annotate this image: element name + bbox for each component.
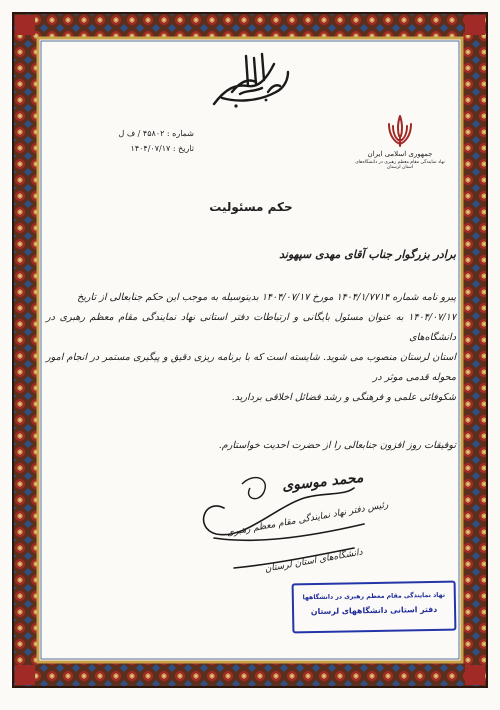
iran-emblem [350, 114, 450, 171]
letter-metadata [54, 126, 194, 156]
document-title: حکم مسئولیت [209, 200, 293, 214]
body-line: استان لرستان منصوب می شوید. شایسته است که با برنامه ریزی دقیق و پیگیری مستمر در انجام امور محوله قدمی موثر در [46, 352, 456, 383]
bismillah-icon [196, 48, 306, 114]
signatory-title: رئیس دفتر نهاد نمایندگی مقام معظم رهبری [226, 500, 390, 539]
iran-emblem-icon [385, 114, 415, 148]
bismillah-calligraphy [196, 48, 306, 114]
official-stamp [292, 581, 457, 634]
signatory-title-line2: دانشگاه‌های استان لرستان [264, 547, 364, 575]
body-line: ۱۴۰۴/۰۷/۱۷ به عنوان مسئول بایگانی و ارتباطات دفتر استانی نهاد نمایندگی مقام معظم رهبری در دانشگاه‌های [46, 312, 456, 343]
body-line: پیرو نامه شماره ۱۴۰۴/۱/۷۷۱۴ مورخ ۱۴۰۴/۰۷/۱۷ بدینوسیله به موجب این حکم جنابعالی از تاریخ [77, 292, 456, 303]
recipient-salutation: برادر بزرگوار جناب آقای مهدی سپهوند [279, 248, 456, 261]
closing-line: توفیقات روز افزون جنابعالی را از حضرت احدیت خواستارم. [218, 440, 456, 451]
body-line: شکوفائی علمی و فرهنگی و رشد فضائل اخلاقی بردارید. [231, 392, 456, 403]
stamp-line-2: دفتر استانی دانشگاههای لرستان [310, 604, 438, 617]
document-body [46, 288, 456, 408]
letter-date: تاریخ : ۱۴۰۴/۰۷/۱۷ [130, 144, 194, 153]
signatory-name: محمد موسوی [281, 469, 365, 495]
organization-name: نهاد نمایندگی مقام معظم رهبری در دانشگاه‌های استان لرستان [355, 160, 445, 171]
letter-number: شماره : ۴۵۸۰۲ / ف ل [118, 129, 194, 138]
document-content [46, 48, 456, 656]
country-name: جمهوری اسلامی ایران [367, 150, 433, 158]
stamp-line-1: نهاد نمایندگی مقام معظم رهبری در دانشگاهها [302, 591, 446, 602]
signature-block [154, 468, 394, 598]
